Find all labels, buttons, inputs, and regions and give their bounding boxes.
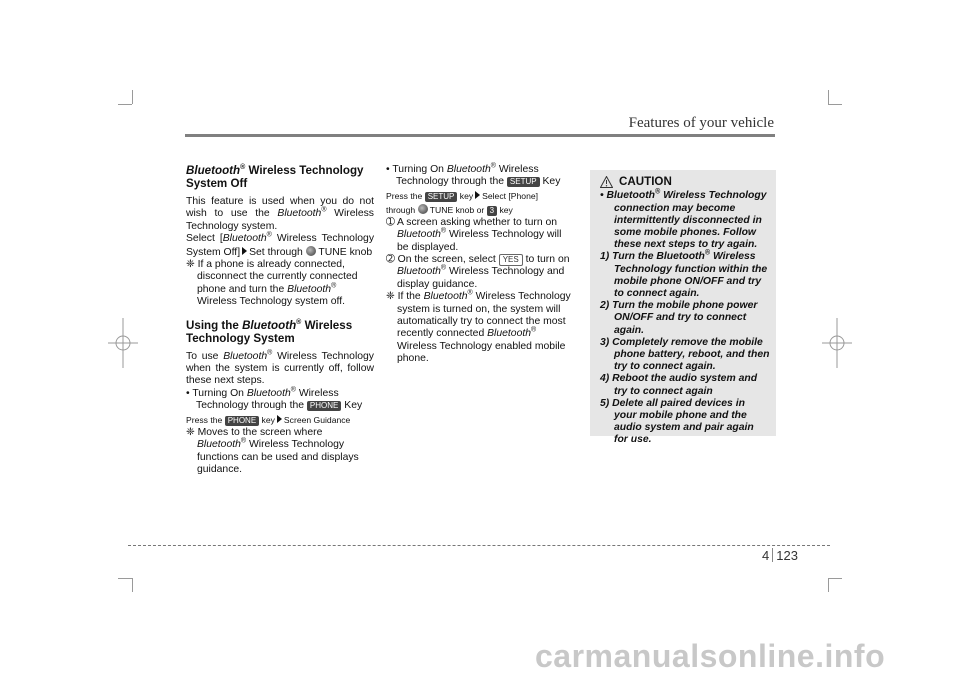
crop-mark [132, 90, 133, 104]
header-title: Features of your vehicle [628, 115, 774, 131]
registration-mark-left [108, 318, 138, 368]
bullet-item: • Turning On Bluetooth® Wireless Technology through the SETUP Key [386, 162, 561, 188]
note: ❈ Moves to the screen where Bluetooth® Wireless Technology functions can be used and displays guidance. [186, 426, 359, 475]
caution-item: 1) Turn the Bluetooth® Wireless Technology function within the mobile phone ON/OFF and try to connect again. [600, 249, 768, 300]
arrow-right-icon [242, 247, 247, 255]
setup-key: SETUP [507, 177, 540, 187]
caution-intro: • Bluetooth® Wireless Technology connection may become intermittently disconnected in some mobile phones. Follow these next steps to try again. [600, 188, 767, 251]
step-1: ➀ A screen asking whether to turn on Bluetooth® Wireless Technology will be displayed. [386, 216, 562, 253]
column-left [186, 164, 374, 476]
caution-heading: CAUTION [600, 176, 776, 188]
setup-key: SETUP [425, 192, 458, 202]
paragraph: Select [Bluetooth® Wireless Technology System Off] Set through TUNE knob [186, 231, 375, 258]
warning-triangle-icon [600, 176, 613, 188]
crop-mark [828, 104, 842, 105]
note: ❈ If a phone is already connected, disconnect the currently connected phone and turn the Bluetooth® Wireless Technology system off. [186, 259, 358, 308]
caution-box [590, 170, 776, 446]
tune-knob-icon [418, 204, 428, 214]
footer-rule [128, 545, 830, 546]
crop-mark [118, 104, 132, 105]
phone-key: PHONE [225, 416, 259, 426]
header-rule [185, 134, 775, 137]
column-middle [386, 164, 574, 366]
yes-key: YES [499, 254, 523, 266]
registration-mark-right [822, 318, 852, 368]
watermark: carmanualsonline.info [535, 638, 886, 674]
phone-key: PHONE [307, 401, 341, 411]
page-number: 4 123 [762, 548, 798, 563]
note: ❈ If the Bluetooth® Wireless Technology system is turned on, the system will automatically try to connect the most recently connected Bluetooth® Wireless Technology enabled mobile phone. [386, 289, 571, 365]
caution-item: 5) Delete all paired devices in your mobile phone and the audio system and pair again for use. [600, 397, 754, 446]
tune-knob-icon [306, 246, 316, 256]
press-instruction: Press the PHONE key Screen Guidance [186, 414, 351, 425]
step-2: ➁ On the screen, select YES to turn on Bluetooth® Wireless Technology and display guidance. [386, 254, 570, 290]
press-instruction: Press the SETUP key Select [Phone] [386, 190, 539, 201]
number-3-key: 3 [487, 206, 497, 216]
paragraph: This feature is used when you do not wish to use the Bluetooth® Wireless Technology system. [186, 196, 375, 232]
crop-mark [132, 578, 133, 592]
section-title-using: Using the Bluetooth® Wireless Technology System [186, 318, 353, 345]
arrow-right-icon [475, 191, 480, 199]
crop-mark [118, 578, 132, 579]
arrow-right-icon [277, 415, 282, 423]
through-instruction: through TUNE knob or 3 key [386, 204, 513, 215]
crop-mark [828, 90, 829, 104]
caution-item: 3) Completely remove the mobile phone battery, reboot, and then try to connect again. [600, 336, 770, 373]
bullet-item: • Turning On Bluetooth® Wireless Technology through the PHONE Key [186, 386, 363, 412]
section-title-system-off: Bluetooth® Wireless Technology System Off [186, 164, 364, 190]
caution-item: 4) Reboot the audio system and try to connect again [600, 373, 758, 397]
crop-mark [828, 578, 842, 579]
crop-mark [828, 578, 829, 592]
caution-item: 2) Turn the mobile phone power ON/OFF and try to connect again. [600, 300, 758, 336]
paragraph: To use Bluetooth® Wireless Technology when the system is currently off, follow these next steps. [186, 349, 375, 387]
